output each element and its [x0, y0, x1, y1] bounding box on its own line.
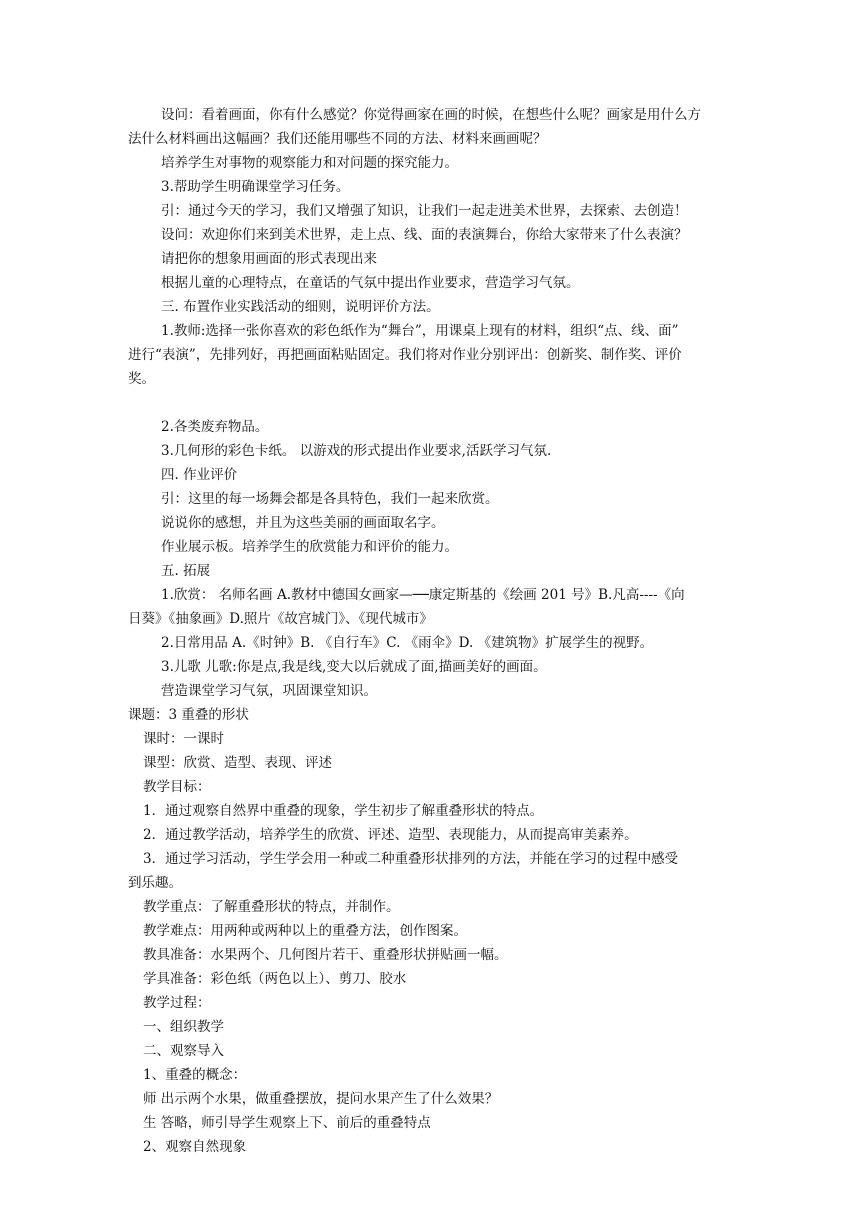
- text-line: 3．通过学习活动，学生学会用一种或二种重叠形状排列的方法，并能在学习的过程中感受: [143, 851, 679, 867]
- text-line: 2．通过教学活动，培养学生的欣赏、评述、造型、表现能力，从而提高审美素养。: [143, 827, 638, 843]
- text-line: 生 答略，师引导学生观察上下、前后的重叠特点: [143, 1115, 431, 1131]
- lesson-title: 课题：3 重叠的形状: [128, 707, 249, 723]
- text-line: 2.日常用品 A.《时钟》B. 《自行车》C. 《雨伞》D. 《建筑物》扩展学生的视野。: [161, 635, 654, 651]
- text-line: 营造课堂学习气氛，巩固课堂知识。: [161, 683, 377, 699]
- text-line: 3.帮助学生明确课堂学习任务。: [161, 179, 350, 195]
- text-line: 教学重点：了解重叠形状的特点，并制作。: [143, 899, 400, 915]
- text-line: 师 出示两个水果，做重叠摆放，提问水果产生了什么效果？: [143, 1091, 499, 1107]
- text-line: 1．通过观察自然界中重叠的现象，学生初步了解重叠形状的特点。: [143, 803, 544, 819]
- text-line: 日葵》《抽象画》D.照片《故宫城门》、《现代城市》: [128, 611, 433, 627]
- text-line: 教学难点：用两种或两种以上的重叠方法，创作图案。: [143, 923, 467, 939]
- text-line: 教具准备：水果两个、几何图片若干、重叠形状拼贴画一幅。: [143, 947, 508, 963]
- text-line: 二、观察导入: [143, 1043, 224, 1059]
- text-line: 学具准备：彩色纸（两色以上）、剪刀、胶水: [143, 971, 407, 987]
- text-line: 到乐趣。: [128, 875, 182, 891]
- text-line: 1.欣赏： 名师名画 A.教材中德国女画家—──康定斯基的《绘画 201 号》B.凡高----《向: [161, 587, 685, 603]
- text-line: 作业展示板。培养学生的欣赏能力和评价的能力。: [161, 539, 458, 555]
- text-line: 根据儿童的心理特点，在童话的气氛中提出作业要求，营造学习气氛。: [161, 275, 580, 291]
- text-line: 课型：欣赏、造型、表现、评述: [143, 755, 332, 771]
- text-line: 奖。: [128, 371, 155, 387]
- text-line: 一、组织教学: [143, 1019, 224, 1035]
- text-line: 请把你的想象用画面的形式表现出来: [161, 251, 377, 267]
- text-line: 1、重叠的概念：: [143, 1067, 247, 1083]
- section-heading: 四. 作业评价: [161, 467, 238, 483]
- text-line: 进行“表演”，先排列好，再把画面粘贴固定。我们将对作业分别评出：创新奖、制作奖、评价: [128, 347, 682, 363]
- text-line: 教学目标：: [143, 779, 211, 795]
- text-line: 法什么材料画出这幅画？我们还能用哪些不同的方法、材料来画画呢？: [128, 131, 547, 147]
- text-line: 2.各类废弃物品。: [161, 419, 269, 435]
- text-line: 教学过程：: [143, 995, 211, 1011]
- text-line: 3.几何形的彩色卡纸。 以游戏的形式提出作业要求,活跃学习气氛.: [161, 443, 552, 459]
- section-heading: 五. 拓展: [161, 563, 211, 579]
- text-line: 引：这里的每一场舞会都是各具特色，我们一起来欣赏。: [161, 491, 499, 507]
- text-line: 3.儿歌 儿歌:你是点,我是线,变大以后就成了面,描画美好的画面。: [161, 659, 547, 675]
- text-line: 设问：看着画面，你有什么感觉？你觉得画家在画的时候，在想些什么呢？画家是用什么方: [161, 107, 701, 123]
- text-line: 说说你的感想，并且为这些美丽的画面取名字。: [161, 515, 445, 531]
- text-line: 1.教师:选择一张你喜欢的彩色纸作为“舞台”，用课桌上现有的材料，组织“点、线、面”: [161, 323, 679, 339]
- text-line: 课时：一课时: [143, 731, 224, 747]
- text-line: 2、观察自然现象: [143, 1139, 247, 1155]
- text-line: 设问：欢迎你们来到美术世界，走上点、线、面的表演舞台，你给大家带来了什么表演？: [161, 227, 688, 243]
- text-line: 培养学生对事物的观察能力和对问题的探究能力。: [161, 155, 458, 171]
- text-line: 引：通过今天的学习，我们又增强了知识，让我们一起走进美术世界，去探索、去创造！: [161, 203, 688, 219]
- section-heading: 三. 布置作业实践活动的细则，说明评价方法。: [161, 299, 440, 315]
